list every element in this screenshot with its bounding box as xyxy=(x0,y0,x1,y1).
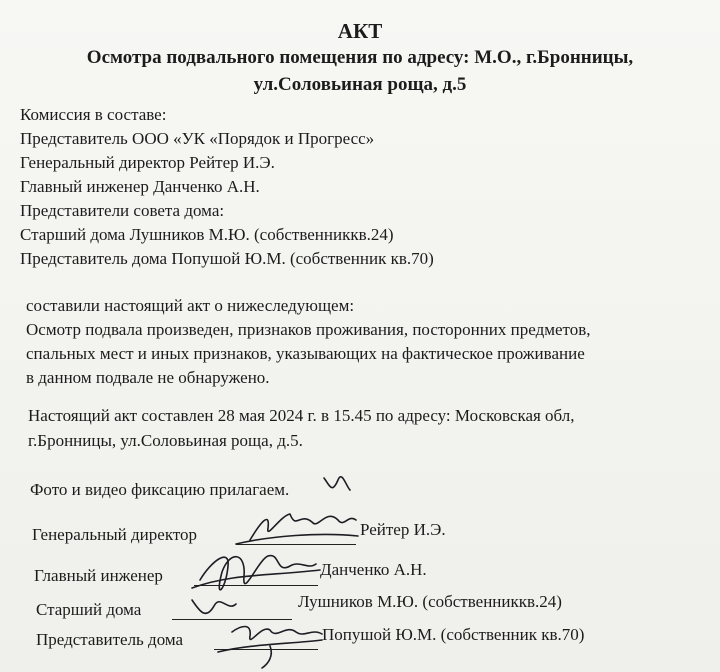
council-intro: Представители совета дома: xyxy=(20,201,225,220)
document-title: АКТ xyxy=(337,19,383,43)
commission-org: Представитель ООО «УК «Порядок и Прогресс» xyxy=(20,129,375,148)
body-text-line-3: в данном подвале не обнаружено. xyxy=(26,368,270,387)
document-subtitle-line-1: Осмотра подвального помещения по адресу: М.О., г.Бронницы, xyxy=(86,47,634,68)
place-line-1: Настоящий акт составлен 28 мая 2024 г. в 15.45 по адресу: Московская обл, xyxy=(28,406,575,425)
body-intro: составили настоящий акт о нижеследующем: xyxy=(26,296,355,315)
sig-role-director: Генеральный директор xyxy=(32,525,198,544)
body-text-line-2: спальных мест и иных признаков, указывающих на фактическое проживание xyxy=(26,344,585,363)
place-line-2: г.Бронницы, ул.Соловьиная роща, д.5. xyxy=(28,431,303,450)
sig-role-senior: Старший дома xyxy=(36,600,142,619)
sig-name-director: Рейтер И.Э. xyxy=(360,520,446,539)
commission-director: Генеральный директор Рейтер И.Э. xyxy=(20,153,275,172)
commission-engineer: Главный инженер Данченко А.Н. xyxy=(20,177,260,196)
sig-name-senior: Лушников М.Ю. (собственниккв.24) xyxy=(298,592,562,611)
body-text-line-1: Осмотр подвала произведен, признаков проживания, посторонних предметов, xyxy=(26,320,591,339)
commission-intro: Комиссия в составе: xyxy=(20,105,167,124)
council-senior: Старший дома Лушников М.Ю. (собственниккв.24) xyxy=(20,225,394,244)
sig-role-rep: Представитель дома xyxy=(36,630,184,649)
document-subtitle-line-2: ул.Соловьиная роща, д.5 xyxy=(253,74,467,95)
sig-name-engineer: Данченко А.Н. xyxy=(320,560,427,579)
attachment-note: Фото и видео фиксацию прилагаем. xyxy=(30,480,290,499)
sig-role-engineer: Главный инженер xyxy=(34,566,163,585)
council-rep: Представитель дома Попушой Ю.М. (собственник кв.70) xyxy=(20,249,434,268)
sig-name-rep: Попушой Ю.М. (собственник кв.70) xyxy=(322,625,585,644)
